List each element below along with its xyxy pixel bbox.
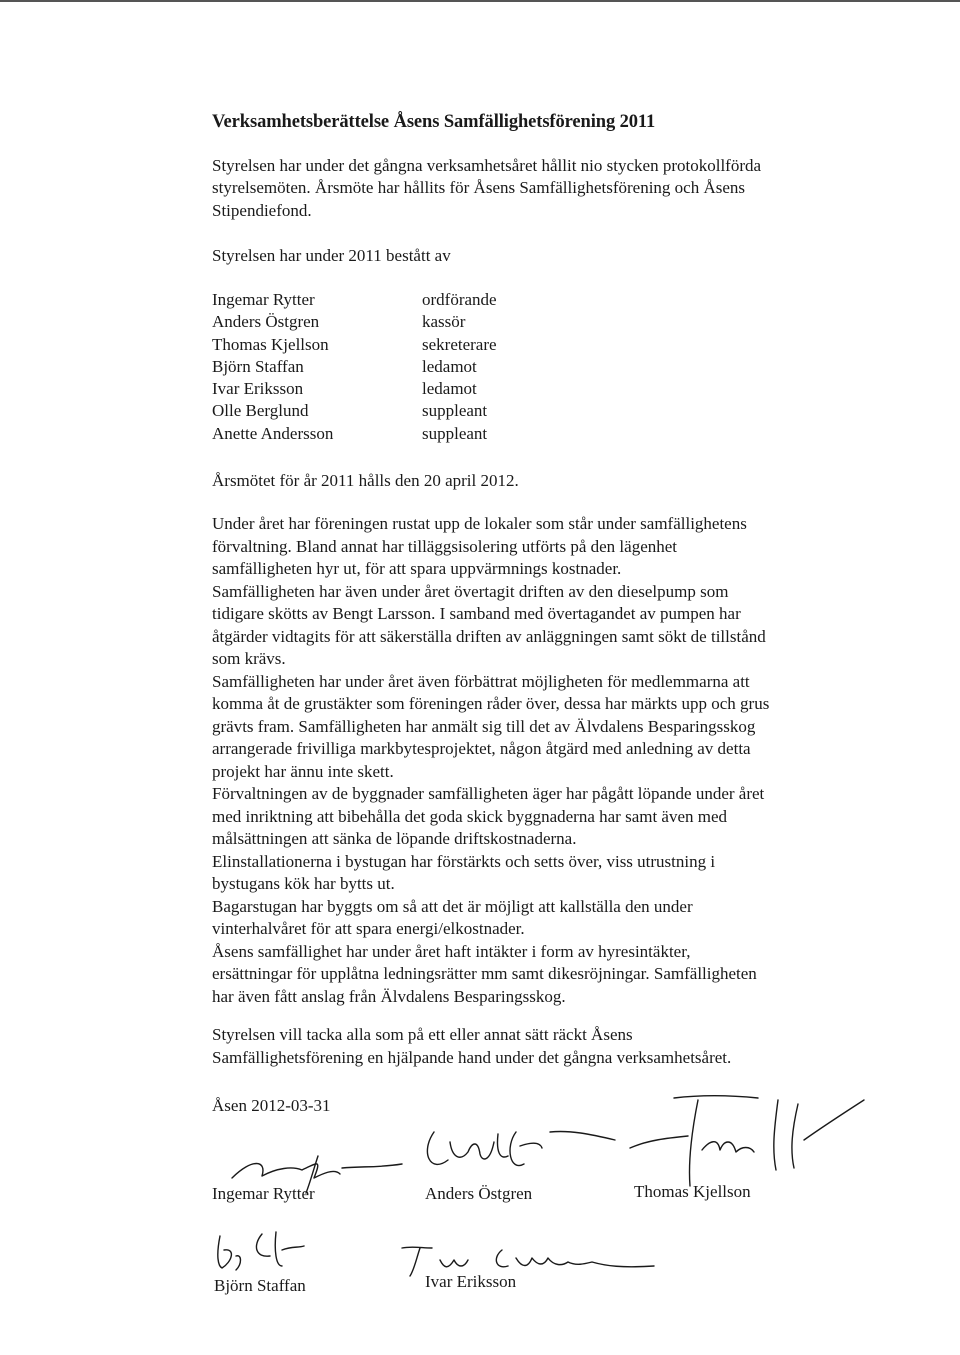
text-line: arrangerade frivilliga markbytesprojektet, någon åtgärd med anledning av detta (212, 739, 751, 758)
text-line: Stipendiefond. (212, 200, 312, 220)
text-line: ersättningar för upplåtna ledningsrätter mm samt dikesröjningar. Samfälligheten (212, 964, 757, 983)
text-line: som krävs. (212, 649, 286, 668)
board-member-row (212, 334, 632, 356)
signature-name: Ingemar Rytter (212, 1184, 315, 1203)
text-line: bystugans kök har bytts ut. (212, 874, 395, 893)
text-line: förvaltning. Bland annat har tilläggsisolering utförts på den lägenhet (212, 536, 678, 556)
text-line: tidigare skötts av Bengt Larsson. I samband med övertagandet av pumpen har (212, 604, 741, 623)
member-role: kassör (422, 312, 466, 332)
text-line: Åsens samfällighet har under året haft intäkter i form av hyresintäkter, (212, 941, 691, 961)
text-line: med inriktning att bibehålla det goda skick byggnaderna har samt även med (212, 806, 728, 826)
signature-thomas-kjellson (628, 1090, 868, 1190)
text-line: Styrelsen vill tacka alla som på ett eller annat sätt räckt Åsens (212, 1025, 633, 1044)
member-role: ordförande (422, 290, 497, 309)
member-name: Ingemar Rytter (212, 290, 315, 309)
member-role: suppleant (422, 401, 488, 421)
signature-name: Thomas Kjellson (634, 1182, 751, 1201)
board-intro: Styrelsen har under 2011 bestått av (212, 246, 451, 265)
text-line: Samfälligheten har även under året övertagit driften av den dieselpump som (212, 581, 729, 601)
board-member-list (212, 289, 632, 445)
text-line: Elinstallationerna i bystugan har förstärkts och setts över, viss utrustning i (212, 851, 716, 871)
member-role: suppleant (422, 423, 488, 443)
member-name: Anders Östgren (212, 312, 320, 332)
member-name: Thomas Kjellson (212, 334, 329, 354)
text-line: målsättningen att sänka de löpande driftskostnaderna. (212, 829, 577, 848)
place-date: Åsen 2012-03-31 (212, 1096, 331, 1115)
text-line: samfälligheten hyr ut, för att spara uppvärmnings kostnader. (212, 559, 622, 578)
text-line: komma åt de grustäkter som föreningen råder över, dessa har märkts upp och grus (212, 694, 770, 713)
signature-name: Björn Staffan (214, 1276, 306, 1295)
text-line: vinterhalvåret för att spara energi/elkostnader. (212, 919, 525, 938)
text-line: Styrelsen har under det gångna verksamhetsåret hållit nio stycken protokollförda (212, 156, 762, 175)
member-role: ledamot (422, 356, 477, 376)
board-member-row (212, 311, 632, 333)
text-line: Förvaltningen av de byggnader samfälligheten äger har pågått löpande under året (212, 784, 765, 803)
member-name: Olle Berglund (212, 401, 309, 421)
text-line: har även fått anslag från Älvdalens Besparingsskog. (212, 986, 566, 1006)
text-line: Bagarstugan har byggts om så att det är möjligt att kallställa den under (212, 896, 693, 916)
member-role: sekreterare (422, 334, 497, 354)
thanks-paragraph (212, 1024, 731, 1069)
document-title: Verksamhetsberättelse Åsens Samfällighetsförening 2011 (212, 112, 656, 132)
text-line: styrelsemöten. Årsmöte har hållits för Åsens Samfällighetsförening och Åsens (212, 178, 746, 198)
text-line: Under året har föreningen rustat upp de lokaler som står under samfällighetens (212, 514, 747, 533)
member-name: Anette Andersson (212, 423, 334, 443)
text-line: Samfällighetsförening en hjälpande hand under det gångna verksamhetsåret. (212, 1047, 732, 1067)
board-member-row (212, 356, 632, 378)
signature-name: Ivar Eriksson (425, 1272, 517, 1291)
member-name: Ivar Eriksson (212, 379, 304, 399)
board-member-row (212, 423, 632, 445)
board-member-row (212, 289, 632, 311)
scan-edge-line (0, 0, 960, 2)
member-name: Björn Staffan (212, 356, 304, 376)
board-member-row (212, 378, 632, 400)
text-line: Samfälligheten har under året även förbättrat möjligheten för medlemmarna att (212, 671, 750, 691)
text-line: åtgärder vidtagits för att säkerställa driften av anläggningen samt sökt de tillstånd (212, 626, 766, 646)
text-line: grävts fram. Samfälligheten har anmält sig till det av Älvdalens Besparingsskog (212, 716, 756, 736)
intro-paragraph (212, 155, 862, 222)
signature-bjorn-staffan (212, 1226, 312, 1276)
member-role: ledamot (422, 379, 477, 399)
text-line: projekt har ännu inte skett. (212, 761, 394, 781)
activity-report-body (212, 513, 902, 1008)
board-member-row (212, 400, 632, 422)
annual-meeting-note: Årsmötet för år 2011 hålls den 20 april 2012. (212, 471, 519, 490)
signature-name: Anders Östgren (425, 1184, 533, 1203)
signature-anders-ostgren (420, 1112, 620, 1182)
